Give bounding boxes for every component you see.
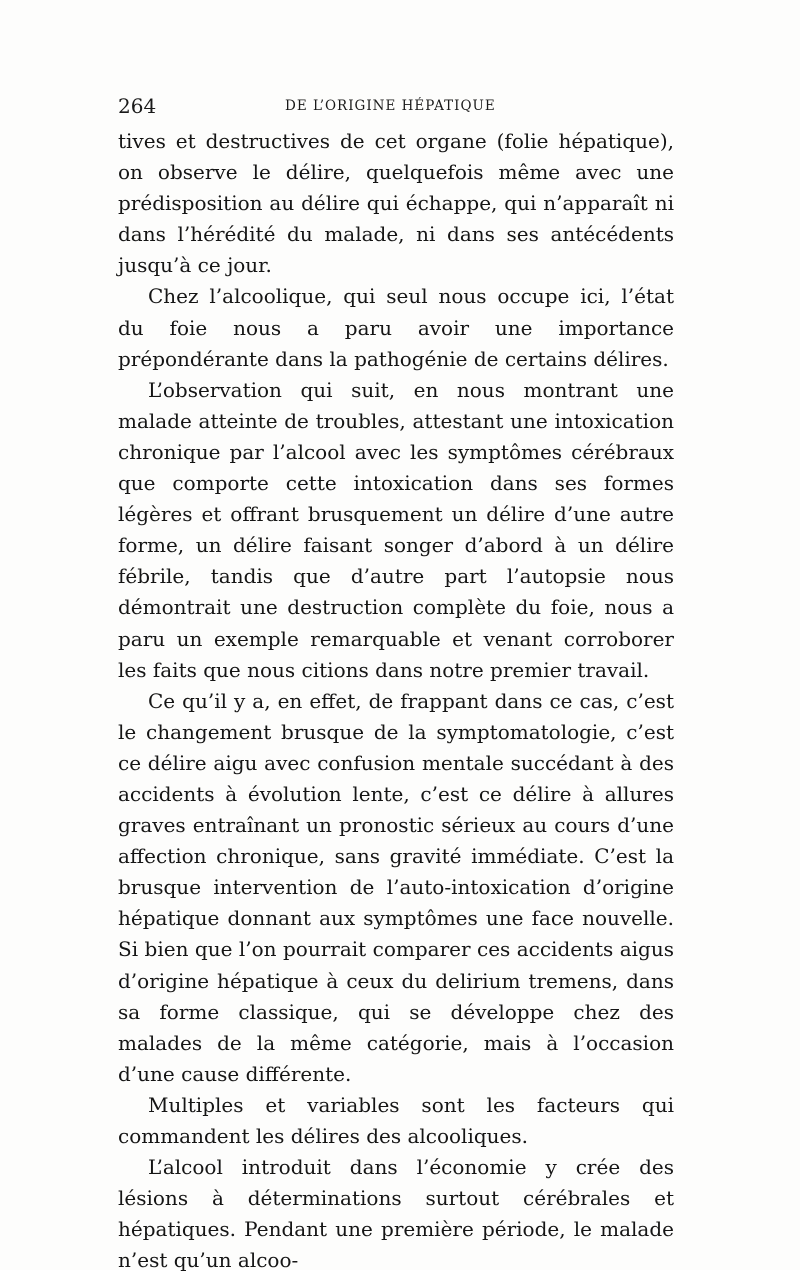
page-number: 264 bbox=[118, 94, 157, 118]
running-head: DE L’ORIGINE HÉPATIQUE bbox=[285, 98, 496, 114]
paragraph: Chez l’alcoolique, qui seul nous occupe ici, l’état du foie nous a paru avoir une importance prépondérante dans la pathogénie de certains délires. bbox=[118, 284, 674, 371]
paragraph-continuation: tives et destructives de cet organe (folie hépatique), on observe le délire, quelquefois même avec une prédisposition au délire qui échappe, qui n’apparaît ni dans l’hérédité du malade, ni dans ses antécédents jusqu’à ce jour. bbox=[118, 129, 674, 278]
paragraph: L’observation qui suit, en nous montrant une malade atteinte de troubles, attestant une intoxication chronique par l’alcool avec les symptômes cérébraux que comporte cette intoxication dans ses formes légères et offrant brusquement un délire d’une autre forme, un délire faisant songer d’abord à un délire fébrile, tandis que d’autre part l’autopsie nous démontrait une destruction complète du foie, nous a paru un exemple remarquable et venant corroborer les faits que nous citions dans notre premier travail. bbox=[118, 377, 674, 682]
page-header bbox=[118, 94, 674, 118]
paragraph: L’alcool introduit dans l’économie y crée des lésions à déterminations surtout cérébrales et hépatiques. Pendant une première période, le malade n’est qu’un alcoo- bbox=[118, 1155, 674, 1273]
paragraph: Ce qu’il y a, en effet, de frappant dans ce cas, c’est le changement brusque de la symptomatologie, c’est ce délire aigu avec confusion mentale succédant à des accidents à évolution lente, c’est ce délire à allures graves entraînant un pronostic sérieux au cours d’une affection chronique, sans gravité immédiate. C’est la brusque intervention de l’auto-intoxication d’origine hépatique donnant aux symptômes une face nouvelle. Si bien que l’on pourrait comparer ces accidents aigus d’origine hépatique à ceux du delirium tremens, dans sa forme classique, qui se développe chez des malades de la même catégorie, mais à l’occasion d’une cause différente. bbox=[118, 688, 674, 1086]
body-text bbox=[118, 126, 674, 1276]
paragraph: Multiples et variables sont les facteurs qui commandent les délires des alcooliques. bbox=[118, 1092, 674, 1148]
